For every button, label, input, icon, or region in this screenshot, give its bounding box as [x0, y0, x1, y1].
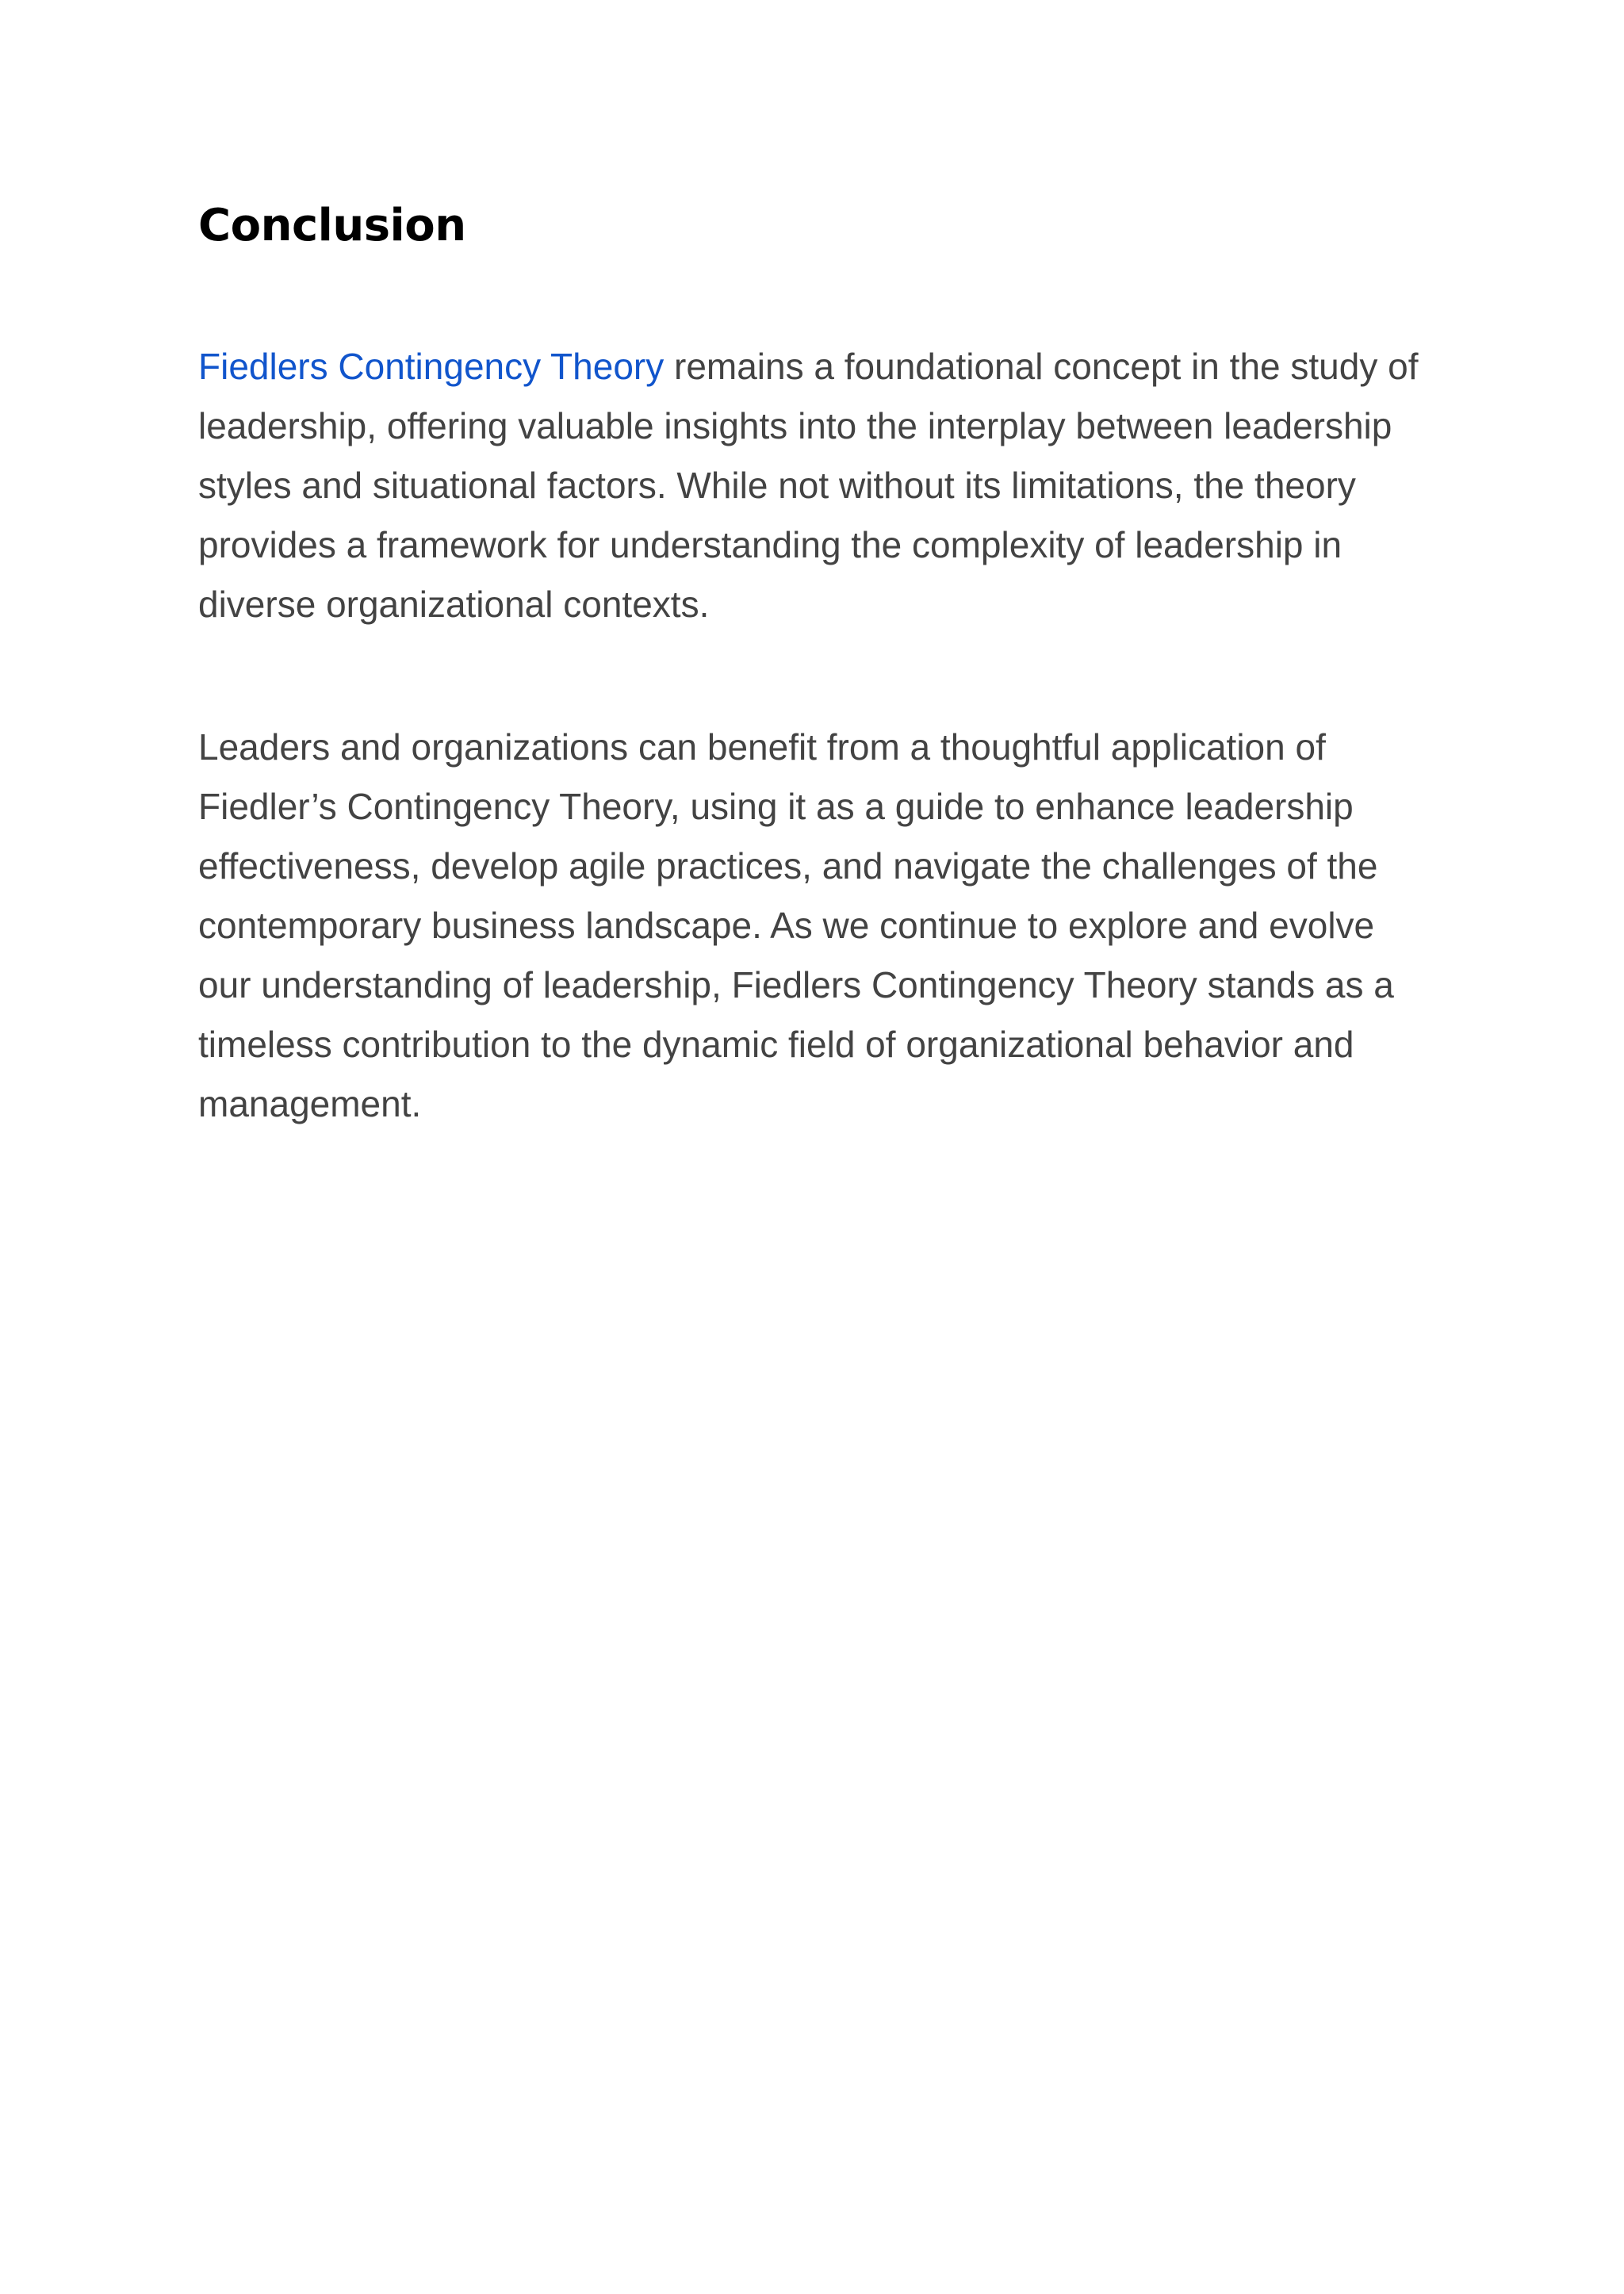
- paragraph-2: Leaders and organizations can benefit from a thoughtful application of Fiedler’s Contingency Theory, using it as a guide to enhance leadership effectiveness, develop agile practices, and navigate the challenges of the contemporary business landscape. As we continue to explore and evolve our understanding of leadership, Fiedlers Contingency Theory stands as a timeless contribution to the dynamic field of organizational behavior and management.: [198, 726, 1394, 1124]
- section-heading: Conclusion: [198, 200, 466, 251]
- paragraph-1-text: remains a foundational concept in the study of leadership, offering valuable insights into the interplay between leadership styles and situational factors. While not without its limitations, the theory provides a framework for understanding the complexity of leadership in diverse organizational contexts.: [198, 346, 1419, 625]
- paragraph-1: [198, 337, 1435, 634]
- document-body: [198, 182, 1435, 1134]
- fiedlers-contingency-theory-link[interactable]: Fiedlers Contingency Theory: [198, 346, 665, 387]
